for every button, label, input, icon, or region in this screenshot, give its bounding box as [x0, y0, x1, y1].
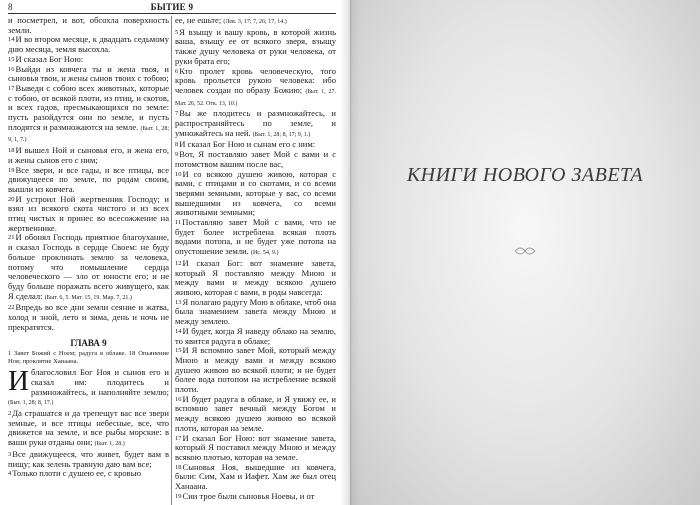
verse — [175, 150, 336, 169]
verse-text: И обонял Господь приятное благоухание, и сказал Господь в сердце Своем: не буду больше проклинать землю за человека, потому что помышление сердца человеческого — зло от юности его; и не буду больше поражать всего живущего, как Я сделал: — [8, 232, 169, 301]
verse-number: 15 — [175, 347, 182, 355]
cross-reference: (Быт. 1, 28.) — [94, 441, 125, 448]
verse-text: Я взыщу и вашу кровь, в которой жизнь ваша, взыщу ее от всякого зверя, взыщу также душу человека от руки человека, от руки брата его; — [175, 26, 336, 66]
verse — [8, 303, 169, 332]
verse — [8, 469, 169, 479]
cross-reference: (Быт. 1, 28; 8, 17.) — [8, 400, 54, 407]
verse — [175, 259, 336, 298]
verse-text: И вышел Ной и сыновья его, и жена его, и жены сынов его с ним; — [8, 145, 169, 165]
verse-text: Все звери, и все гады, и все птицы, все движущееся по земле, по родам своим, вышли из ковчега. — [8, 164, 169, 194]
verse — [8, 35, 169, 54]
verse-text: И устроил Ной жертвенник Господу; и взял из всякого скота чистого и из всех птиц чистых и принес во всесожжение на жертвеннике. — [8, 193, 169, 233]
cross-reference: (Быт. 1, 28; 8, 17; 9, 1.) — [252, 131, 311, 138]
verse — [175, 109, 336, 140]
verse-text: Только плоти с душею ее, с кровью — [12, 468, 141, 479]
verse-text: Сии трое были сыновья Ноевы, и от — [182, 490, 315, 501]
cross-reference: (Быт. 1, 27. Мат. 26, 52. Отк. 13, 10.) — [175, 88, 337, 107]
verse-text: ее, не ешьте; — [175, 15, 222, 25]
verse — [8, 195, 169, 234]
verse-text: Да страшатся и да трепещут вас все звери земные, и все птицы небесные, все, что движется на земле, и все рыбы морские: в ваши руки отданы они; — [8, 408, 169, 448]
verse-number: 9 — [175, 151, 179, 159]
verse-text: И сказал Бог: вот знамение завета, который Я поставляю между Мною и между вами и между всякою душею живою, которая с вами, в роды навсегда: — [175, 257, 336, 297]
verse-number: 18 — [175, 463, 182, 471]
verse — [175, 346, 336, 395]
verse-text: Кто пролет кровь человеческую, того кровь прольется рукою человека: ибо человек создан по образу Божию; — [175, 65, 336, 95]
verse-number: 18 — [8, 147, 15, 155]
cross-reference: (Лев. 3, 17; 7, 26; 17, 14.) — [223, 19, 287, 25]
verse-number: 8 — [175, 141, 179, 149]
verse — [175, 434, 336, 463]
verse — [175, 298, 336, 327]
verse — [175, 327, 336, 346]
verse-text: и посметрел, и вот, обсохла поверхность земли. — [8, 15, 169, 35]
verse-number: 16 — [8, 65, 15, 73]
verse — [175, 463, 336, 492]
verse-number: 21 — [8, 234, 15, 242]
verse-text: И сказал Бог Ною: — [15, 53, 84, 64]
verse-text: Впредь во все дни земли сеяние и жатва, холод и зной, лето и зима, день и ночь не прекратятся. — [8, 302, 169, 332]
verse-text: Вы же плодитесь и размножайтесь, и распространяйтесь по земле, и умножайтесь на ней. — [175, 108, 336, 138]
verse-number: 20 — [8, 195, 15, 203]
verse — [8, 16, 169, 35]
running-title: БЫТИЕ 9 — [150, 2, 194, 12]
verse-text: И во втором месяце, к двадцать седьмому дню месяца, земля высохла. — [8, 34, 169, 55]
verse-number: 16 — [175, 395, 182, 403]
verse-number: 11 — [175, 219, 182, 227]
first-verse — [8, 365, 169, 409]
verse-number: 22 — [8, 304, 15, 312]
verse-number: 7 — [175, 110, 179, 118]
verse-number: 13 — [175, 298, 182, 306]
verse-text: Выведи с собою всех животных, которые с тобою, от всякой плоти, из птиц, и скотов, и всех гадов, пресмыкающихся по земле: пусть разойдутся они по земле, и пусть плодятся и размножаются на земле. — [8, 82, 169, 132]
cross-reference: (Быт. 6, 5. Мат. 15, 19. Мар. 7, 21.) — [44, 294, 132, 301]
page-number: 8 — [8, 2, 13, 12]
verse-number: 14 — [175, 327, 182, 335]
verse — [8, 65, 169, 84]
verse-text: Сыновья Ноя, вышедшие из ковчега, были: Сим, Хам и Иафет. Хам же был отец Ханаана. — [175, 461, 336, 492]
verse — [8, 166, 169, 195]
verse — [175, 67, 336, 110]
verses-block-top — [8, 16, 169, 333]
chapter-heading: ГЛАВА 9 — [70, 337, 107, 348]
verse-number: 5 — [175, 28, 179, 36]
verse — [8, 233, 169, 303]
verse-text: Поставляю завет Мой с вами, что не будет более истреблена всякая плоть водами потопа, и не будет уже потопа на опустошение земли. — [175, 217, 336, 257]
verse-text: Вот, Я поставляю завет Мой с вами и с потомством вашим после вас, — [175, 149, 336, 169]
verse-number: 2 — [8, 410, 12, 418]
verse — [175, 170, 336, 219]
verse-number: 19 — [175, 492, 182, 500]
verse-text: И будет, когда Я наведу облако на землю, то явится радуга в облаке; — [175, 325, 336, 346]
verse — [175, 395, 336, 434]
verse-number: 3 — [8, 450, 12, 458]
verse — [175, 492, 336, 502]
verse-number: 17 — [8, 84, 15, 92]
header-rule — [8, 13, 336, 14]
verse — [8, 146, 169, 165]
text-column-left — [8, 16, 169, 479]
verse-number: 15 — [8, 55, 15, 63]
verse-number: 4 — [8, 470, 12, 478]
verse — [8, 409, 169, 450]
verse-number: 12 — [175, 259, 182, 267]
verse — [175, 218, 336, 259]
verse-text: Я полагаю радугу Мою в облаке, чтоб она была знамением завета между Мною и между землею. — [175, 296, 336, 327]
floral-ornament-icon — [513, 246, 537, 256]
verse-text: Все движущееся, что живет, будет вам в пищу; как зелень травную даю вам все; — [8, 448, 169, 469]
verse-text: Выйди из ковчега ты и жена твоя, и сыновья твои, и жены сынов твоих с тобою; — [8, 63, 169, 84]
verse-number: 10 — [175, 170, 182, 178]
verse — [175, 28, 336, 67]
cross-reference: (Быт. 1, 28; 9, 1, 7.) — [8, 125, 170, 144]
verse-text: И сказал Бог Ною и сынам его с ним: — [179, 139, 316, 150]
verses-block-right — [175, 16, 336, 501]
verse-number: 6 — [175, 67, 179, 75]
verse-text: И со всякою душею живою, которая с вами, с птицами и со скотами, и со всеми зверями земными, которые у вас, со всеми вышедшими из ковчега, со всеми животными земными; — [175, 168, 336, 218]
drop-cap: И — [8, 365, 29, 398]
verse-text: И сказал Бог Ною: вот знамение завета, который Я поставил между Мною и между всякою плотью, которая на земле. — [175, 432, 336, 462]
verses-block-bottom — [8, 409, 169, 479]
column-divider — [171, 16, 172, 505]
first-verse-text: благословил Бог Ноя и сынов его и сказал им: плодитесь и размножайтесь, и наполняйте землю; — [30, 367, 169, 397]
section-title: КНИГИ НОВОГО ЗАВЕТА — [406, 164, 644, 186]
cross-reference: (Ис. 54, 9.) — [250, 250, 279, 257]
right-page — [350, 0, 700, 505]
verse-number: 14 — [8, 36, 15, 44]
verse-text: И будет радуга в облаке, и Я увижу ее, и вспомню завет вечный между Богом и между всякою душею живою во всякой плоти, которая на земле. — [175, 393, 336, 433]
verse-number: 19 — [8, 166, 15, 174]
chapter-summary: 1 Завет Божий с Ноем; радуга в облаке. 18 Опьянение Ноя; проклятие Ханаана. — [8, 350, 169, 366]
verse-text: И Я вспомню завет Мой, который между Мною и между вами и между всякою душею живою во всякой плоти; и не будет более вода потопом на истребление всякой плоти. — [175, 345, 336, 395]
verse — [8, 450, 169, 469]
verse — [8, 84, 169, 146]
verse-number: 17 — [175, 434, 182, 442]
text-column-right — [175, 16, 336, 501]
